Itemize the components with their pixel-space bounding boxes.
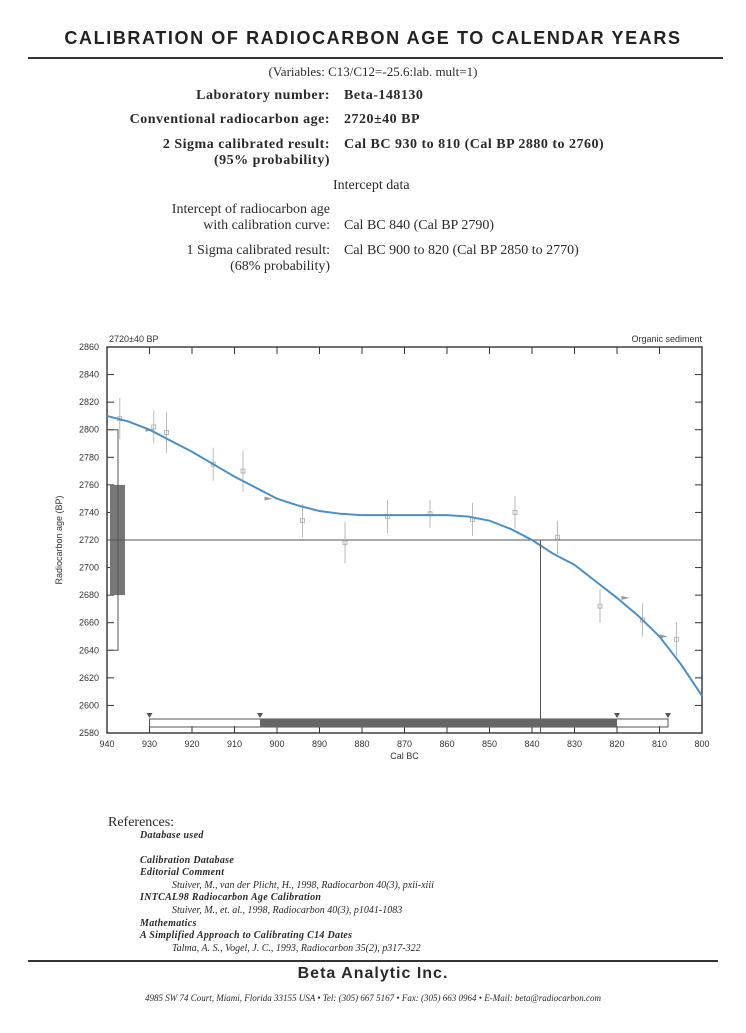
x-tick-label: 940 bbox=[99, 739, 115, 749]
x-tick-label: 890 bbox=[311, 739, 328, 749]
footer-rule bbox=[28, 960, 718, 962]
sigma1-value: Cal BC 900 to 820 (Cal BP 2850 to 2770) bbox=[344, 243, 579, 258]
x-tick-label: 920 bbox=[184, 739, 200, 749]
sigma1-cal-range bbox=[260, 719, 617, 727]
y-tick-label: 2620 bbox=[78, 672, 99, 683]
company-address: 4985 SW 74 Court, Miami, Florida 33155 USA • Tel: (305) 667 5167 • Fax: (305) 663 0964 • E-Mail: beta@radiocarbon.com bbox=[145, 993, 601, 1003]
ref-intcal98: INTCAL98 Radiocarbon Age Calibration bbox=[140, 892, 322, 903]
x-tick-label: 830 bbox=[566, 739, 583, 749]
calibration-curve bbox=[107, 416, 702, 696]
ref-mathematics: Mathematics bbox=[140, 918, 197, 929]
sigma2-probability-label: (95% probability) bbox=[214, 153, 330, 168]
y-tick-label: 2700 bbox=[78, 562, 99, 573]
intercept-value: Cal BC 840 (Cal BP 2790) bbox=[344, 218, 494, 233]
ref-editorial-comment: Editorial Comment bbox=[140, 867, 225, 878]
ref-database-used: Database used bbox=[140, 830, 204, 841]
y-tick-label: 2660 bbox=[78, 617, 99, 628]
x-tick-label: 860 bbox=[439, 739, 455, 749]
x-tick-label: 850 bbox=[481, 739, 498, 749]
range-marker bbox=[147, 713, 153, 718]
y-tick-label: 2860 bbox=[78, 342, 99, 352]
x-tick-label: 810 bbox=[651, 739, 668, 749]
sigma1-probability-label: (68% probability) bbox=[230, 259, 330, 274]
intercept-label-2: with calibration curve: bbox=[203, 218, 330, 233]
range-marker bbox=[614, 713, 620, 718]
references-heading: References: bbox=[108, 815, 175, 830]
x-tick-label: 900 bbox=[269, 739, 285, 749]
y-tick-label: 2600 bbox=[78, 700, 99, 711]
curve-marker bbox=[265, 497, 273, 501]
y-tick-label: 2580 bbox=[78, 728, 99, 738]
ref-simplified-approach: A Simplified Approach to Calibrating C14 Dates bbox=[140, 930, 353, 941]
y-tick-label: 2820 bbox=[78, 397, 99, 408]
x-axis-label: Cal BC bbox=[390, 751, 419, 761]
ref-calibration-database: Calibration Database bbox=[140, 855, 235, 866]
ref-editorial-citation: Stuiver, M., van der Plicht, H., 1998, Radiocarbon 40(3), pxii-xiii bbox=[172, 880, 434, 891]
calibration-chart bbox=[0, 325, 746, 775]
lab-number-label: Laboratory number: bbox=[196, 88, 330, 103]
curve-marker bbox=[622, 596, 630, 600]
company-name: Beta Analytic Inc. bbox=[297, 965, 449, 982]
sigma1-label: 1 Sigma calibrated result: bbox=[186, 243, 330, 258]
y-axis-label: Radiocarbon age (BP) bbox=[54, 495, 64, 585]
intercept-label: Intercept of radiocarbon age bbox=[171, 202, 330, 217]
x-tick-label: 820 bbox=[609, 739, 625, 749]
variables-line: (Variables: C13/C12=-25.6:lab. mult=1) bbox=[268, 64, 478, 79]
x-tick-label: 800 bbox=[694, 739, 710, 749]
x-tick-label: 930 bbox=[141, 739, 158, 749]
conv-age-value: 2720±40 BP bbox=[344, 112, 421, 127]
page-title: CALIBRATION OF RADIOCARBON AGE TO CALENDAR YEARS bbox=[64, 28, 682, 48]
y-tick-label: 2780 bbox=[78, 452, 99, 463]
ref-intcal98-citation: Stuiver, M., et. al., 1998, Radiocarbon 40(3), p1041-1083 bbox=[172, 905, 403, 916]
lab-number-value: Beta-148130 bbox=[344, 88, 424, 103]
y-tick-label: 2740 bbox=[78, 507, 99, 518]
sigma2-label: 2 Sigma calibrated result: bbox=[162, 137, 330, 152]
y-tick-label: 2800 bbox=[78, 424, 99, 435]
range-marker bbox=[257, 713, 263, 718]
material-label: Organic sediment bbox=[631, 334, 702, 344]
x-tick-label: 840 bbox=[524, 739, 540, 749]
y-tick-label: 2760 bbox=[78, 479, 99, 490]
ref-simplified-approach-citation: Talma, A. S., Vogel, J. C., 1993, Radiocarbon 35(2), p317-322 bbox=[172, 943, 421, 954]
y-tick-label: 2640 bbox=[78, 645, 99, 656]
x-tick-label: 870 bbox=[396, 739, 413, 749]
y-tick-label: 2840 bbox=[78, 369, 99, 380]
y-tick-label: 2720 bbox=[78, 535, 99, 545]
conv-age-label: Conventional radiocarbon age: bbox=[129, 112, 330, 127]
sample-age-label: 2720±40 BP bbox=[109, 334, 159, 344]
x-tick-label: 910 bbox=[226, 739, 243, 749]
range-marker bbox=[665, 713, 671, 718]
intercept-title: Intercept data bbox=[333, 178, 410, 193]
title-rule bbox=[28, 57, 723, 59]
y-tick-label: 2680 bbox=[78, 590, 99, 601]
x-tick-label: 880 bbox=[354, 739, 370, 749]
sigma2-value: Cal BC 930 to 810 (Cal BP 2880 to 2760) bbox=[344, 137, 605, 152]
